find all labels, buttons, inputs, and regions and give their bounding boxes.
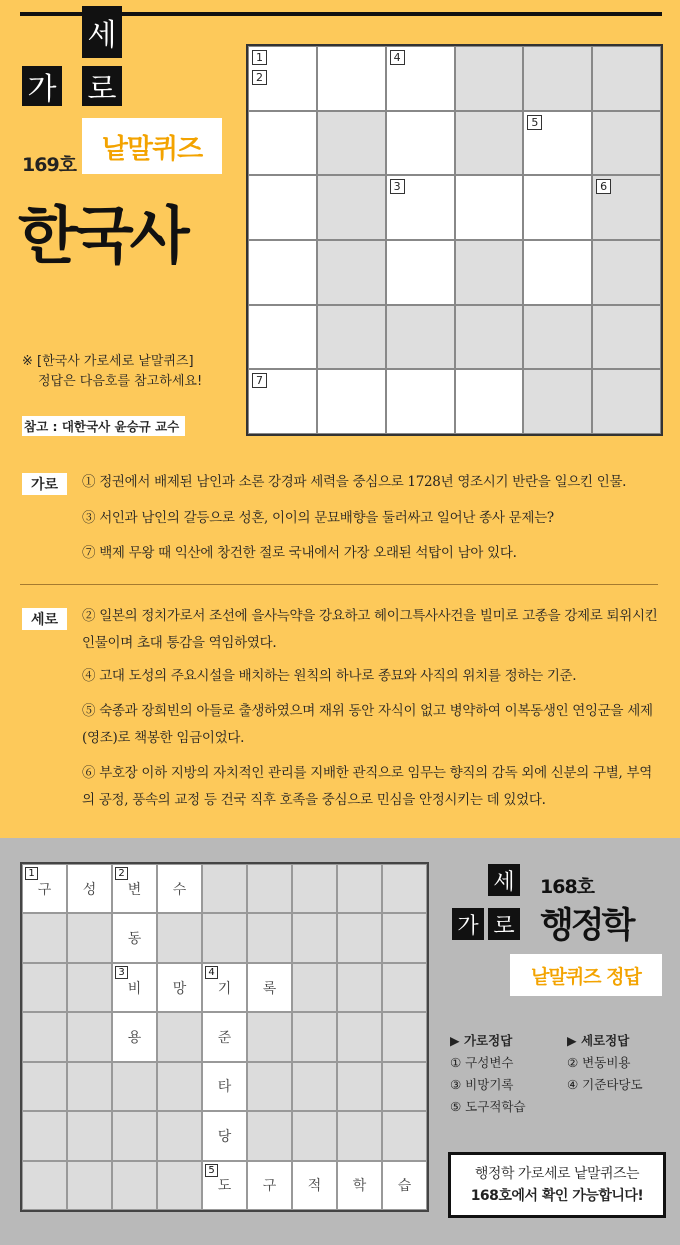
blocked-cell	[592, 175, 661, 240]
blocked-cell	[67, 1062, 112, 1111]
answer-letter-cell	[202, 1062, 247, 1111]
blocked-cell	[112, 1161, 157, 1210]
blocked-cell	[523, 305, 592, 370]
answer-letter-cell	[202, 1012, 247, 1061]
block-se-text: 세	[87, 18, 117, 53]
blocked-cell	[157, 1111, 202, 1160]
answer-cell[interactable]	[386, 240, 455, 305]
answer-letter: 준	[217, 1029, 232, 1046]
clue-number: 3	[390, 179, 405, 194]
answer-letter: 학	[352, 1178, 367, 1195]
blocked-cell	[382, 913, 427, 962]
blocked-cell	[292, 1062, 337, 1111]
across-tag: 가로	[22, 473, 67, 495]
answer-cell[interactable]	[386, 46, 455, 111]
answer-letter-cell	[67, 864, 112, 913]
notice-box	[448, 1152, 666, 1218]
answer-letter-cell	[292, 1161, 337, 1210]
answer-letter-cell	[247, 963, 292, 1012]
answer-letter-cell	[112, 963, 157, 1012]
blocked-cell	[67, 1012, 112, 1061]
answer-letter: 적	[307, 1178, 322, 1195]
answer-cell[interactable]	[248, 369, 317, 434]
blocked-cell	[337, 963, 382, 1012]
title-block-ga	[22, 66, 62, 106]
notice-line-1: 행정학 가로세로 낱말퀴즈는	[474, 1166, 640, 1182]
blocked-cell	[202, 913, 247, 962]
blocked-cell	[22, 1012, 67, 1061]
clue-number: 4	[205, 966, 218, 979]
blocked-cell	[382, 864, 427, 913]
across-clue-3: ③ 서인과 남인의 갈등으로 성혼, 이이의 문묘배향을 둘러싸고 일어난 종사 문제는?	[82, 510, 554, 526]
blocked-cell	[592, 46, 661, 111]
answer-letter-cell	[22, 864, 67, 913]
answer-letter: 수	[172, 881, 187, 898]
clue-number: 7	[252, 373, 267, 388]
blocked-cell	[247, 864, 292, 913]
clue-number: 4	[390, 50, 405, 65]
answer-letter: 망	[172, 980, 187, 997]
crossword-grid[interactable]	[246, 44, 663, 436]
blocked-cell	[22, 913, 67, 962]
blocked-cell	[157, 1062, 202, 1111]
clue-number: 2	[115, 867, 128, 880]
answer-letter: 비	[127, 980, 142, 997]
answer-cell[interactable]	[317, 46, 386, 111]
clue-number: 6	[596, 179, 611, 194]
across-clue-7: ⑦ 백제 무왕 때 익산에 창건한 절로 국내에서 가장 오래된 석탑이 남아 있다.	[82, 545, 517, 561]
blocked-cell	[67, 1111, 112, 1160]
blocked-cell	[112, 1111, 157, 1160]
blocked-cell	[382, 1012, 427, 1061]
down-clue-5: ⑤ 숙종과 장희빈의 아들로 출생하였으며 재위 동안 자식이 없고 병약하여 이복동생인 연잉군을 세제(영조)로 책봉한 임금이었다.	[82, 703, 653, 746]
blocked-cell	[247, 913, 292, 962]
blocked-cell	[455, 111, 524, 176]
answer-letter-cell	[157, 963, 202, 1012]
answer-letter: 습	[397, 1178, 412, 1195]
across-clue-1: ① 정권에서 배제된 남인과 소론 강경파 세력을 중심으로 1728년 영조시기 반란을 일으킨 인물.	[82, 474, 627, 490]
blocked-cell	[592, 369, 661, 434]
blocked-cell	[337, 1111, 382, 1160]
blocked-cell	[455, 240, 524, 305]
answer-letter-cell	[247, 1161, 292, 1210]
blocked-cell	[292, 913, 337, 962]
answer-block-ga	[452, 908, 484, 940]
down-clue-2: ② 일본의 정치가로서 조선에 을사늑약을 강요하고 헤이그특사사건을 빌미로 고종을 강제로 퇴위시킨 인물이며 초대 통감을 역임하였다.	[82, 608, 658, 651]
answer-block-ro-text: 로	[493, 913, 515, 939]
down-answers	[567, 1030, 643, 1096]
blocked-cell	[317, 240, 386, 305]
down-clue-6: ⑥ 부호장 이하 지방의 자치적인 관리를 지배한 관직으로 임무는 향직의 감독 외에 신분의 구별, 부역의 공정, 풍속의 교정 등 건국 직후 호족을 중심으로 민심을 안정시키는 데 있었다.	[82, 765, 652, 808]
blocked-cell	[157, 1012, 202, 1061]
blocked-cell	[592, 111, 661, 176]
blocked-cell	[455, 46, 524, 111]
page-title: 한국사	[18, 199, 186, 272]
answer-letter-cell	[382, 1161, 427, 1210]
answer-letter: 기	[217, 980, 232, 997]
answer-block-ga-text: 가	[457, 913, 479, 939]
down-clue-4: ④ 고대 도성의 주요시설을 배치하는 원칙의 하나로 종묘와 사직의 위치를 정하는 기준.	[82, 668, 577, 684]
answer-note	[22, 352, 202, 392]
answer-cell[interactable]	[248, 46, 317, 111]
clue-number: 3	[115, 966, 128, 979]
block-ga-text: 가	[27, 72, 57, 107]
answer-cell[interactable]	[386, 369, 455, 434]
clue-number: 1	[252, 50, 267, 65]
blocked-cell	[292, 1012, 337, 1061]
answer-letter: 록	[262, 980, 277, 997]
blocked-cell	[22, 1062, 67, 1111]
answer-letter: 성	[82, 881, 97, 898]
answer-letter: 당	[217, 1128, 232, 1145]
blocked-cell	[247, 1062, 292, 1111]
across-answers-heading: ▶ 가로정답	[450, 1033, 513, 1048]
blocked-cell	[382, 963, 427, 1012]
down-answer-item: ② 변동비용	[567, 1055, 631, 1070]
answer-cell[interactable]	[386, 175, 455, 240]
blocked-cell	[386, 305, 455, 370]
blocked-cell	[22, 963, 67, 1012]
answer-letter: 용	[127, 1029, 142, 1046]
across-answer-item: ① 구성변수	[450, 1055, 514, 1070]
down-answers-heading: ▶ 세로정답	[567, 1033, 630, 1048]
blocked-cell	[22, 1161, 67, 1210]
answer-letter-cell	[202, 963, 247, 1012]
answer-cell[interactable]	[523, 175, 592, 240]
title-block-ro	[82, 66, 122, 106]
note-line-2: 정답은 다음호를 참고하세요!	[38, 374, 203, 389]
note-line-1: ※ [한국사 가로세로 낱말퀴즈]	[22, 354, 194, 369]
answer-label: 낱말퀴즈 정답	[510, 954, 662, 996]
answer-letter-cell	[202, 1161, 247, 1210]
answer-letter: 동	[127, 931, 142, 948]
answer-grid	[20, 862, 429, 1212]
answer-block-se-text: 세	[493, 869, 515, 895]
down-answer-item: ④ 기준타당도	[567, 1077, 643, 1092]
blocked-cell	[317, 111, 386, 176]
blocked-cell	[337, 864, 382, 913]
answer-cell[interactable]	[523, 111, 592, 176]
answer-letter: 구	[262, 1178, 277, 1195]
answer-letter-cell	[337, 1161, 382, 1210]
across-answer-item: ③ 비망기록	[450, 1077, 514, 1092]
answer-cell[interactable]	[317, 369, 386, 434]
block-ro-text: 로	[87, 72, 117, 107]
answer-cell[interactable]	[523, 240, 592, 305]
section-divider	[20, 584, 658, 585]
answer-cell[interactable]	[248, 111, 317, 176]
answer-cell[interactable]	[386, 111, 455, 176]
answer-cell[interactable]	[248, 175, 317, 240]
answer-cell[interactable]	[455, 175, 524, 240]
across-answer-item: ⑤ 도구적학습	[450, 1099, 526, 1114]
blocked-cell	[455, 305, 524, 370]
issue-number: 169호	[22, 154, 77, 176]
title-block-se	[82, 6, 122, 58]
blocked-cell	[317, 175, 386, 240]
blocked-cell	[67, 913, 112, 962]
answer-letter: 도	[217, 1178, 232, 1195]
blocked-cell	[523, 46, 592, 111]
blocked-cell	[292, 963, 337, 1012]
answer-letter: 변	[127, 881, 142, 898]
blocked-cell	[523, 369, 592, 434]
blocked-cell	[292, 864, 337, 913]
blocked-cell	[247, 1012, 292, 1061]
answer-block-se	[488, 864, 520, 896]
reference-credit: 참고 : 대한국사 윤승규 교수	[22, 416, 185, 436]
answer-letter-cell	[112, 864, 157, 913]
answer-cell[interactable]	[248, 305, 317, 370]
clue-number: 5	[205, 1164, 218, 1177]
answer-cell[interactable]	[455, 369, 524, 434]
blocked-cell	[292, 1111, 337, 1160]
blocked-cell	[592, 305, 661, 370]
answer-cell[interactable]	[248, 240, 317, 305]
blocked-cell	[22, 1111, 67, 1160]
across-answers	[450, 1030, 526, 1118]
blocked-cell	[592, 240, 661, 305]
answer-letter-cell	[202, 1111, 247, 1160]
blocked-cell	[157, 1161, 202, 1210]
answer-letter: 타	[217, 1079, 232, 1096]
clue-number: 5	[527, 115, 542, 130]
blocked-cell	[337, 913, 382, 962]
quiz-label: 낱말퀴즈	[82, 118, 222, 174]
answer-title: 행정학	[540, 906, 633, 946]
blocked-cell	[202, 864, 247, 913]
clue-number: 2	[252, 70, 267, 85]
notice-line-2: 168호에서 확인 가능합니다!	[470, 1188, 644, 1204]
answer-letter: 구	[37, 881, 52, 898]
blocked-cell	[337, 1012, 382, 1061]
answer-letter-cell	[112, 913, 157, 962]
clue-number: 1	[25, 867, 38, 880]
blocked-cell	[67, 963, 112, 1012]
answer-issue: 168호	[540, 876, 595, 898]
blocked-cell	[112, 1062, 157, 1111]
blocked-cell	[157, 913, 202, 962]
blocked-cell	[337, 1062, 382, 1111]
blocked-cell	[382, 1111, 427, 1160]
blocked-cell	[247, 1111, 292, 1160]
blocked-cell	[317, 305, 386, 370]
answer-letter-cell	[157, 864, 202, 913]
blocked-cell	[382, 1062, 427, 1111]
down-tag: 세로	[22, 608, 67, 630]
answer-letter-cell	[112, 1012, 157, 1061]
blocked-cell	[67, 1161, 112, 1210]
answer-block-ro	[488, 908, 520, 940]
